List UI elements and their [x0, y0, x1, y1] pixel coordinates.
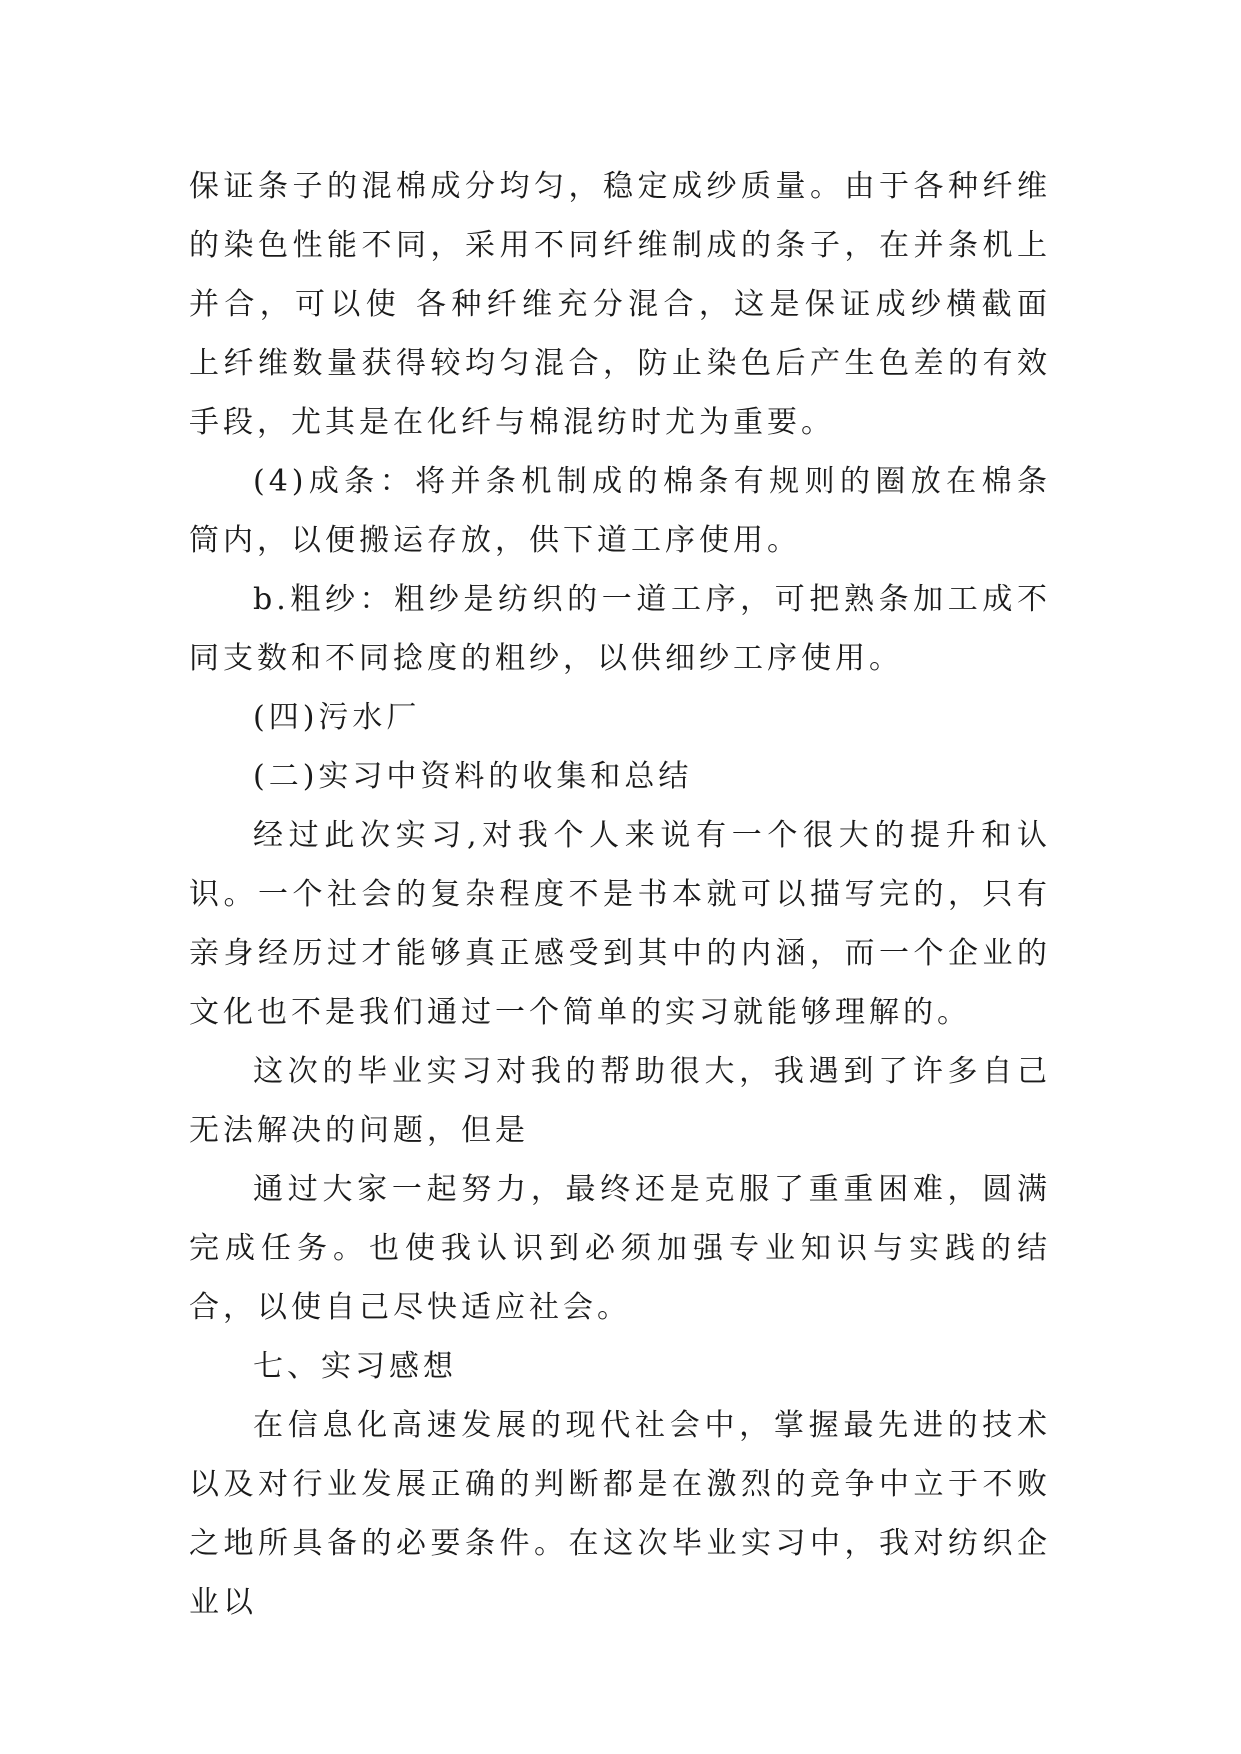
heading-data-collection: (二)实习中资料的收集和总结: [253, 759, 693, 794]
paragraph-internship-experience: 经过此次实习,对我个人来说有一个很大的提升和认识。一个社会的复杂程度不是书本就可以描写完的，只有亲身经历过才能够真正感受到其中的内涵，而一个企业的文化也不是我们通过一个简单的实习就能够理解的。: [189, 818, 1051, 1030]
paragraph-sliver-coiling: (4)成条：将并条机制成的棉条有规则的圈放在棉条筒内，以便搬运存放，供下道工序使用。: [189, 464, 1051, 558]
heading-sewage-plant: (四)污水厂: [253, 700, 421, 735]
paragraph-information-society: 在信息化高速发展的现代社会中，掌握最先进的技术以及对行业发展正确的判断都是在激烈的竞争中立于不败之地所具备的必要条件。在这次毕业实习中，我对纺织企业以: [189, 1408, 1051, 1620]
paragraph-fiber-mixing: 保证条子的混棉成分均匀，稳定成纱质量。由于各种纤维的染色性能不同，采用不同纤维制成的条子，在并条机上并合，可以使 各种纤维充分混合，这是保证成纱横截面上纤维数量获得较均匀混合，防止染色后产生色差的有效手段，尤其是在化纤与棉混纺时尤为重要。: [189, 169, 1051, 440]
document-body: [189, 157, 1051, 1632]
heading-internship-reflections: 七、实习感想: [253, 1349, 457, 1384]
paragraph-graduation-help: 这次的毕业实习对我的帮助很大，我遇到了许多自己无法解决的问题，但是: [189, 1054, 1051, 1148]
paragraph-roving: b.粗纱：粗纱是纺织的一道工序，可把熟条加工成不同支数和不同捻度的粗纱，以供细纱工序使用。: [189, 582, 1051, 676]
paragraph-teamwork: 通过大家一起努力，最终还是克服了重重困难，圆满完成任务。也使我认识到必须加强专业知识与实践的结合，以使自己尽快适应社会。: [189, 1172, 1051, 1325]
